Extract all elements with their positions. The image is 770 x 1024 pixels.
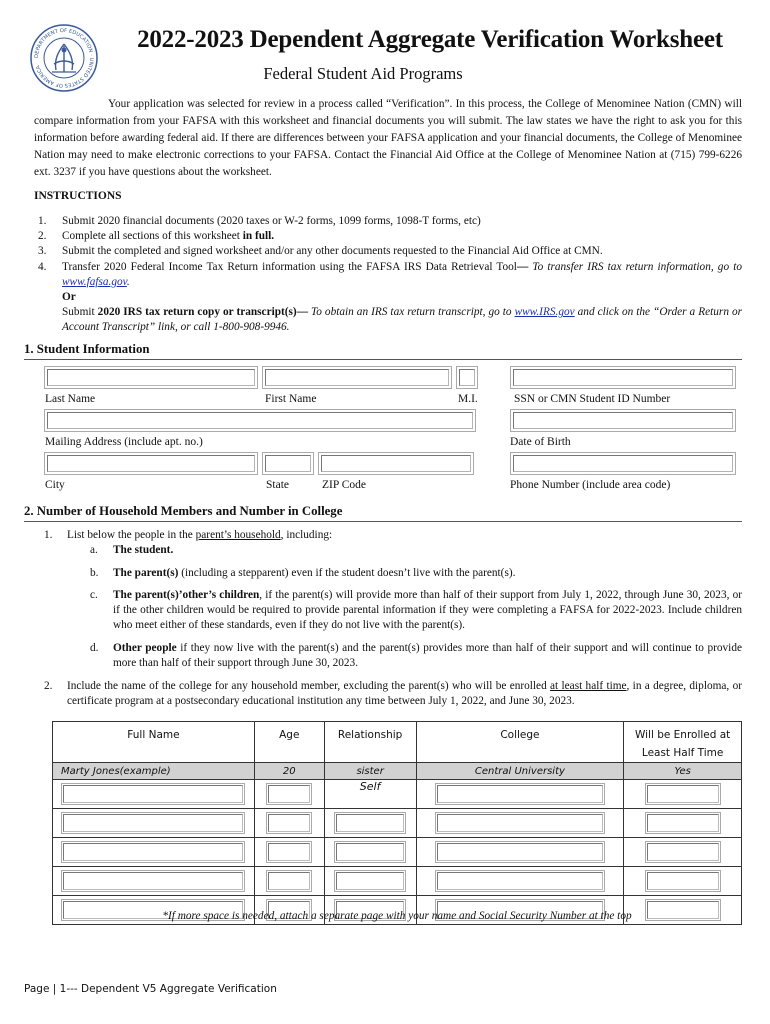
member-college-input[interactable] — [435, 870, 605, 892]
section-2-heading: 2. Number of Household Members and Number in College — [24, 504, 343, 518]
member-enrolled-input[interactable] — [645, 841, 721, 863]
col-half-time: Will be Enrolled at Least Half Time — [624, 722, 742, 763]
first-name-label: First Name — [265, 393, 317, 405]
phone-label: Phone Number (include area code) — [510, 479, 671, 491]
zip-label: ZIP Code — [322, 479, 366, 491]
department-seal-logo — [30, 24, 98, 92]
example-age: 20 — [254, 763, 324, 780]
page-title: 2022-2023 Dependent Aggregate Verification Worksheet — [137, 26, 723, 53]
page-footer: Page | 1--- Dependent V5 Aggregate Verification — [24, 983, 277, 995]
phone-number-input[interactable] — [510, 452, 736, 475]
state-input[interactable] — [262, 452, 314, 475]
instruction-item-3: 3. Submit the completed and signed worksheet and/or any other documents requested to the Financial Aid Office at CMN. — [38, 245, 603, 258]
member-college-input[interactable] — [435, 812, 605, 834]
table-row — [53, 838, 742, 867]
member-name-input[interactable] — [61, 783, 245, 805]
member-name-input[interactable] — [61, 841, 245, 863]
household-list-item-1: 1. List below the people in the parent’s household, including: — [44, 529, 333, 541]
dob-label: Date of Birth — [510, 436, 571, 448]
section-1-heading: 1. Student Information — [24, 342, 150, 356]
example-relationship: sister — [324, 763, 416, 780]
member-name-input[interactable] — [61, 870, 245, 892]
instructions-heading: INSTRUCTIONS — [34, 190, 122, 202]
col-full-name: Full Name — [53, 722, 255, 763]
date-of-birth-input[interactable] — [510, 409, 736, 432]
table-row — [53, 867, 742, 896]
middle-initial-input[interactable] — [456, 366, 478, 389]
intro-paragraph: Your application was selected for review in a process called “Verification”. In this process, the College of Menominee Nation (CMN) will compare information from your FAFSA with this worksheet and financial documents you will submit. The law states we have the right to ask you for this information before awarding federal aid. If there are differences between your FAFSA application and your financial documents, the College of Menominee Nation may need to make electronic corrections to your FAFSA. Contact the Financial Aid Office at the College of Menominee Nation at (715) 799-6226 ext. 3237 if you have questions about the worksheet. — [34, 98, 742, 179]
member-age-input[interactable] — [266, 812, 312, 834]
member-age-input[interactable] — [266, 841, 312, 863]
member-enrolled-input[interactable] — [645, 870, 721, 892]
member-college-input[interactable] — [435, 783, 605, 805]
household-item-d: d. Other people if they now live with the parent(s) and the parent(s) provides more than half of their support and will continue to provide more than half of their support through June 30, 2023. — [90, 642, 742, 669]
member-name-input[interactable] — [61, 812, 245, 834]
zip-code-input[interactable] — [318, 452, 474, 475]
instruction-item-2: 2. Complete all sections of this worksheet in full. — [38, 230, 275, 243]
example-name: Marty Jones(example) — [53, 763, 255, 780]
svg-text:DEPARTMENT OF EDUCATION · UNIT: DEPARTMENT OF EDUCATION · UNITED STATES OF AMERICA — [33, 27, 95, 89]
member-college-input[interactable] — [435, 841, 605, 863]
household-item-b: b. The parent(s) (including a stepparent) even if the student doesn’t live with the parent(s). — [90, 567, 516, 579]
section-1-divider — [24, 359, 742, 360]
self-label: Self — [324, 780, 416, 809]
instruction-item-4: 4. Transfer 2020 Federal Income Tax Return information using the FAFSA IRS Data Retrieval Tool— To transfer IRS tax return information, go to www.fafsa.gov. Or Submit 2020 IRS tax return copy or transcript(s)— To obtain an IRS tax return transcript, go to www.IRS.gov and click on the “Order a Return or Account Transcript” link, or call 1-800-908-9946. — [38, 260, 743, 334]
mi-label: M.I. — [458, 393, 478, 405]
col-college: College — [416, 722, 624, 763]
city-input[interactable] — [44, 452, 258, 475]
household-table — [52, 721, 742, 925]
member-relationship-input[interactable] — [334, 812, 406, 834]
irs-link[interactable]: www.IRS.gov — [514, 306, 575, 319]
instructions-list — [38, 214, 742, 336]
col-relationship: Relationship — [324, 722, 416, 763]
ssn-input[interactable] — [510, 366, 736, 389]
member-enrolled-input[interactable] — [645, 812, 721, 834]
last-name-label: Last Name — [45, 393, 96, 405]
address-label: Mailing Address (include apt. no.) — [45, 436, 203, 448]
member-enrolled-input[interactable] — [645, 783, 721, 805]
last-name-input[interactable] — [44, 366, 258, 389]
example-row — [53, 763, 742, 780]
city-label: City — [45, 479, 65, 491]
household-item-a: a. The student. — [90, 544, 174, 556]
member-relationship-input[interactable] — [334, 841, 406, 863]
ssn-label: SSN or CMN Student ID Number — [514, 393, 671, 405]
example-college: Central University — [416, 763, 624, 780]
instruction-item-1: 1. Submit 2020 financial documents (2020 taxes or W-2 forms, 1099 forms, 1098-T forms, etc) — [38, 215, 481, 227]
page-subtitle: Federal Student Aid Programs — [263, 64, 463, 83]
col-age: Age — [254, 722, 324, 763]
member-relationship-input[interactable] — [334, 870, 406, 892]
household-item-c: c. The parent(s)’other’s children, if the parent(s) will provide more than half of their support from July 1, 2022, through June 30, 2023, or if the other children would be required to provide parental information if they were completing a FAFSA for 2022-2023. Include children who meet either of these standards, even if they do not live with the parent(s). — [90, 589, 743, 631]
first-name-input[interactable] — [262, 366, 452, 389]
example-enrolled: Yes — [624, 763, 742, 780]
member-age-input[interactable] — [266, 870, 312, 892]
more-space-note: *If more space is needed, attach a separate page with your name and Social Security Number at the top — [162, 910, 632, 922]
member-age-input[interactable] — [266, 783, 312, 805]
table-header-row — [53, 722, 742, 763]
section-2-divider — [24, 521, 742, 522]
table-row — [53, 809, 742, 838]
fafsa-link[interactable]: www.fafsa.gov — [62, 275, 127, 288]
mailing-address-input[interactable] — [44, 409, 476, 432]
household-list-item-2: 2. Include the name of the college for any household member, excluding the parent(s) who will be enrolled at least half time, in a degree, diploma, or certificate program at a postsecondary educational institution any time between July 1, 2022, and June 30, 2023. — [44, 680, 742, 707]
table-row — [53, 780, 742, 809]
state-label: State — [266, 479, 289, 491]
